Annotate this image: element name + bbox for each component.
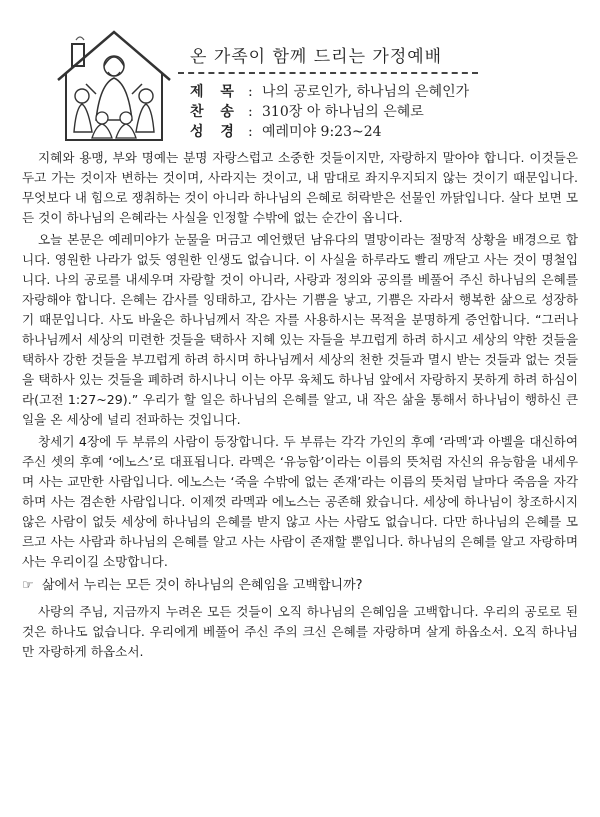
meta-value: 나의 공로인가, 하나님의 은혜인가 (262, 84, 470, 100)
meta-value: 예레미야 9:23~24 (262, 124, 382, 140)
meta-label: 제 목 (190, 84, 240, 100)
page-title: 온 가족이 함께 드리는 가정예배 (190, 47, 443, 67)
paragraph: 오늘 본문은 예레미야가 눈물을 머금고 예언했던 남유다의 멸망이라는 절망적 상황을 배경으로 합니다. 영원한 나라가 없듯 영원한 인생도 없습니다. 이 사실을 하루라도 빨리 깨닫고 사는 것이 명철입니다. 나의 공로를 내세우며 자랑할 것이 아니라, 사랑과 정의와 공의를 베풀어 주신 하나님의 은혜를 자랑해야 합니다. 은혜는 감사를 잉태하고, 감사는 기쁨을 낳고, 기쁨은 자라서 행복한 삶으로 성장하기 때문입니다. 사도 바울은 하나님께서 작은 자를 사용하시는 목적을 분명하게 증언합니다. “그러나 하나님께서 세상의 미련한 것들을 택하사 지혜 있는 자들을 부끄럽게 하려 하시고 세상의 약한 것들을 택하사 강한 것들을 부끄럽게 하려 하시며 하나님께서 세상의 천한 것들과 멸시 받는 것들과 없는 것들을 택하사 있는 것들을 폐하려 하시나니 이는 아무 육체도 하나님 앞에서 자랑하지 못하게 하려 하심이라(고전 1:27~29).” 우리가 할 일은 하나님의 은혜를 알고, 내 작은 삶을 통해서 하나님이 행하신 큰일을 온 세상에 널리 전파하는 것입니다. (22, 232, 578, 427)
question-text: 삶에서 누리는 모든 것이 하나님의 은혜임을 고백합니까? (42, 578, 363, 593)
sermon-meta (190, 82, 550, 142)
paragraph: 지혜와 용맹, 부와 명예는 분명 자랑스럽고 소중한 것들이지만, 자랑하지 말아야 합니다. 이것들은 두고 가는 것이자 변하는 것이며, 사라지는 것이고, 내 맘대로 좌지우지되지 않는 것이기 때문입니다. 무엇보다 내 힘으로 쟁취하는 것이 아니라 하나님의 은혜로 허락받은 선물인 까닭입니다. 살다 보면 모든 것이 하나님의 은혜라는 사실을 인정할 수밖에 없는 순간이 옵니다. (22, 150, 578, 225)
reflection-question (22, 576, 578, 596)
meta-label: 성 경 (190, 124, 240, 140)
meta-value: 310장 아 하나님의 은혜로 (262, 104, 424, 120)
pointing-hand-icon: ☞ (22, 578, 34, 593)
sermon-body (22, 148, 578, 664)
title-divider (178, 72, 478, 74)
worship-header (0, 0, 600, 148)
closing-prayer: 사랑의 주님, 지금까지 누려온 모든 것들이 오직 하나님의 은혜임을 고백합니다. 우리의 공로로 된 것은 하나도 없습니다. 우리에게 베풀어 주신 주의 크신 은혜를 자랑하며 살게 하옵소서. 오직 하나님만 자랑하게 하옵소서. (22, 604, 578, 659)
paragraph: 창세기 4장에 두 부류의 사람이 등장합니다. 두 부류는 각각 가인의 후예 ‘라멕’과 아벨을 대신하여 주신 셋의 후예 ‘에노스’로 대표됩니다. 라멕은 ‘유능함’이라는 이름의 뜻처럼 자신의 유능함을 내세우며 사는 교만한 사람입니다. 에노스는 ‘죽을 수밖에 없는 존재’라는 이름의 뜻처럼 날마다 죽음을 자각하며 사는 겸손한 사람입니다. 이제껏 라멕과 에노스는 공존해 왔습니다. 세상에 하나님이 창조하시지 않은 사람이 없듯 세상에 하나님의 은혜를 받지 않고 사는 사람도 없습니다. 다만 하나님의 은혜를 모르고 사는 사람과 하나님의 은혜를 알고 사는 사람이 존재할 뿐입니다. 하나님의 은혜를 알고 자랑하며 사는 우리이길 소망합니다. (22, 434, 578, 569)
meta-row-hymn: 찬 송 : 310장 아 하나님의 은혜로 (190, 104, 424, 120)
family-worship-illustration (52, 22, 176, 146)
meta-label: 찬 송 (190, 104, 240, 120)
meta-row-scripture: 성 경 : 예레미야 9:23~24 (190, 124, 382, 140)
meta-row-title: 제 목 : 나의 공로인가, 하나님의 은혜인가 (190, 84, 470, 100)
